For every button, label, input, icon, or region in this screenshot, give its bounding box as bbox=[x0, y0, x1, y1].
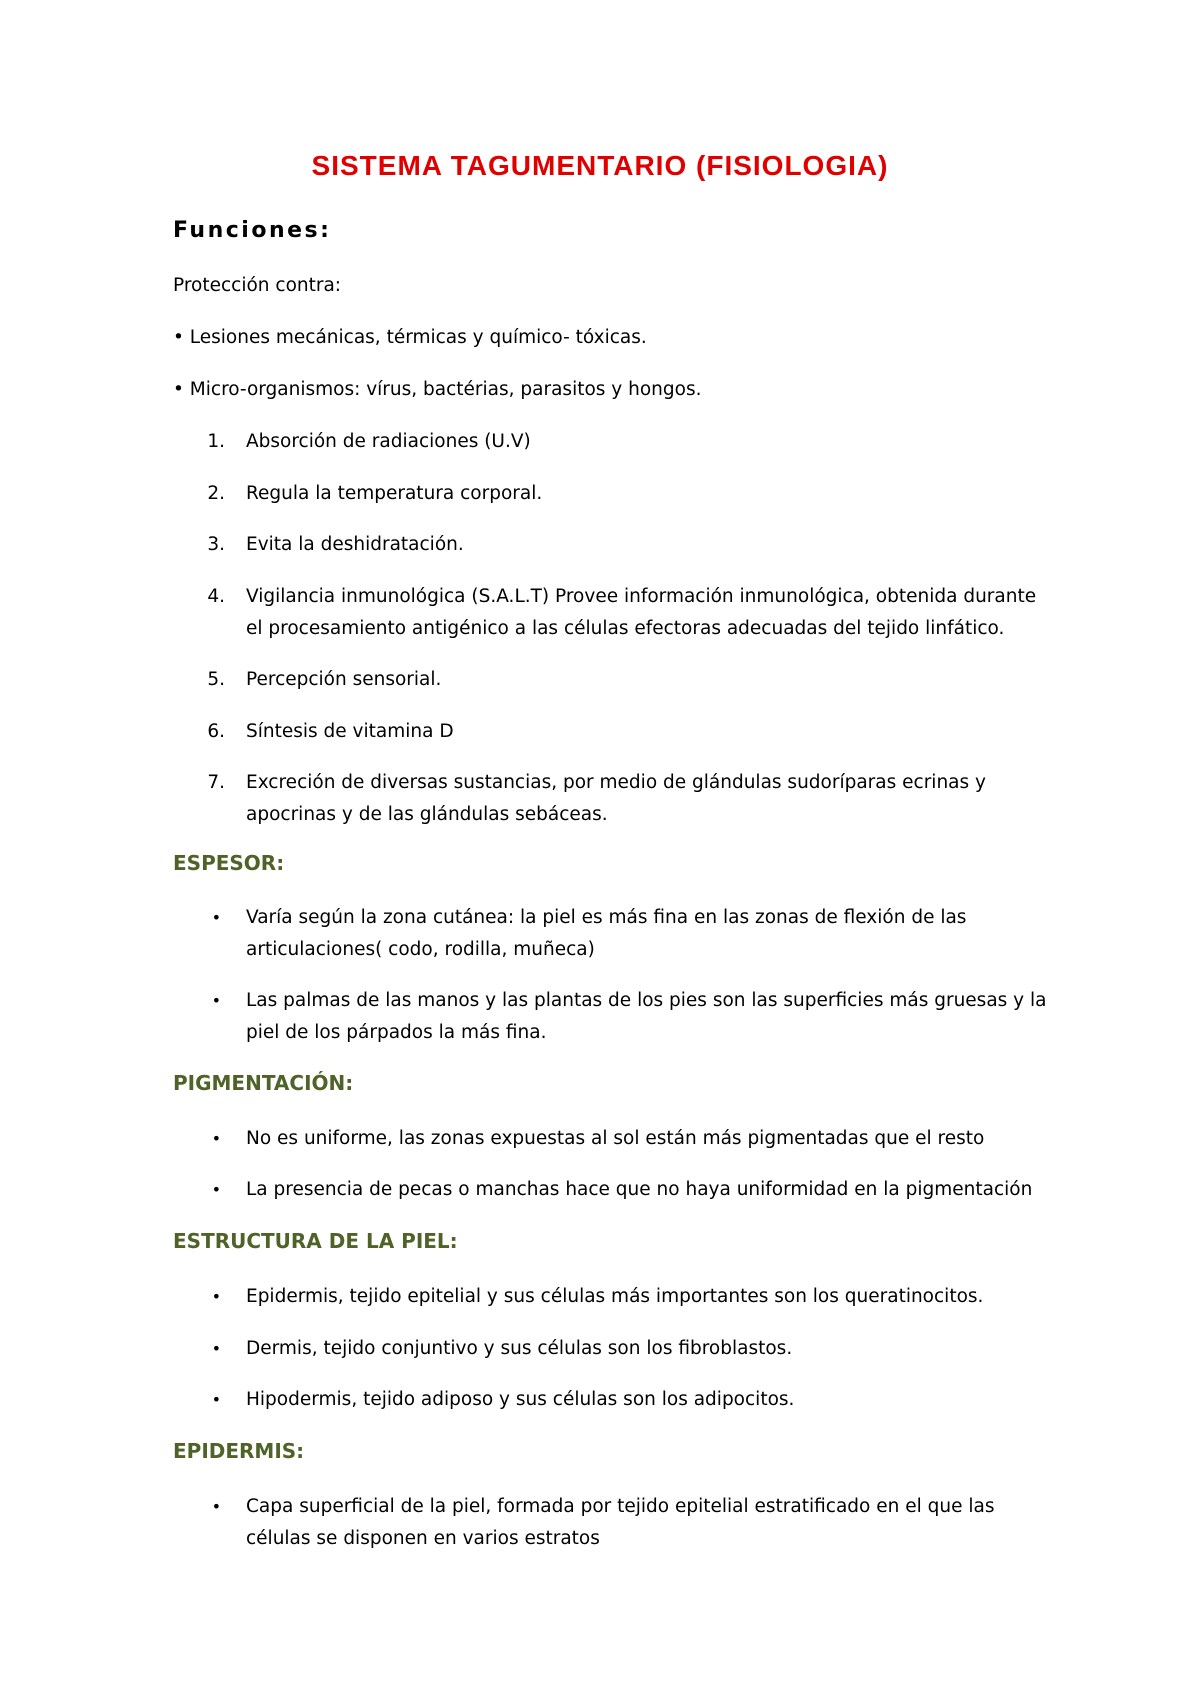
proteccion-item: • Micro-organismos: vírus, bactérias, parasitos y hongos. bbox=[173, 379, 702, 400]
proteccion-item: • Lesiones mecánicas, térmicas y químico- tóxicas. bbox=[173, 327, 647, 348]
item-number: 7. bbox=[207, 772, 225, 793]
proteccion-label: Protección contra: bbox=[173, 275, 342, 296]
bullet-text-line: Capa superficial de la piel, formada por tejido epitelial estratificado en el que las bbox=[246, 1496, 995, 1517]
document-title: SISTEMA TAGUMENTARIO (FISIOLOGIA) bbox=[311, 150, 889, 181]
item-text: Percepción sensorial. bbox=[246, 669, 442, 690]
bullet-text: Dermis, tejido conjuntivo y sus células son los fibroblastos. bbox=[246, 1338, 793, 1359]
item-number: 2. bbox=[207, 483, 225, 504]
section-heading-espesor: ESPESOR: bbox=[173, 851, 285, 875]
item-text: Regula la temperatura corporal. bbox=[246, 483, 543, 504]
bullet-icon: • bbox=[211, 1390, 221, 1409]
bullet-icon: • bbox=[211, 1129, 221, 1148]
bullet-text-line: Varía según la zona cutánea: la piel es más fina en las zonas de flexión de las bbox=[246, 907, 967, 928]
bullet-icon: • bbox=[211, 1497, 221, 1516]
item-number: 1. bbox=[207, 431, 225, 452]
bullet-text-line: piel de los párpados la más fina. bbox=[246, 1022, 547, 1043]
bullet-text: La presencia de pecas o manchas hace que no haya uniformidad en la pigmentación bbox=[246, 1179, 1033, 1200]
bullet-text-line: células se disponen en varios estratos bbox=[246, 1528, 600, 1549]
item-text-line: Vigilancia inmunológica (S.A.L.T) Provee información inmunológica, obtenida durante bbox=[246, 586, 1037, 607]
item-text: Evita la deshidratación. bbox=[246, 534, 464, 555]
bullet-text: No es uniforme, las zonas expuestas al sol están más pigmentadas que el resto bbox=[246, 1128, 985, 1149]
bullet-icon: • bbox=[211, 991, 221, 1010]
section-heading-estructura: ESTRUCTURA DE LA PIEL: bbox=[173, 1229, 458, 1253]
bullet-icon: • bbox=[211, 1287, 221, 1306]
bullet-icon: • bbox=[211, 908, 221, 927]
section-heading-pigmentacion: PIGMENTACIÓN: bbox=[173, 1071, 354, 1095]
bullet-icon: • bbox=[211, 1339, 221, 1358]
item-text: Absorción de radiaciones (U.V) bbox=[246, 431, 531, 452]
item-text-line: el procesamiento antigénico a las células efectoras adecuadas del tejido linfático. bbox=[246, 618, 1005, 639]
bullet-text-line: Las palmas de las manos y las plantas de los pies son las superficies más gruesas y la bbox=[246, 990, 1047, 1011]
item-number: 4. bbox=[207, 586, 225, 607]
item-number: 3. bbox=[207, 534, 225, 555]
item-number: 5. bbox=[207, 669, 225, 690]
item-text-line: apocrinas y de las glándulas sebáceas. bbox=[246, 804, 608, 825]
item-text-line: Excreción de diversas sustancias, por medio de glándulas sudoríparas ecrinas y bbox=[246, 772, 986, 793]
item-number: 6. bbox=[207, 721, 225, 742]
bullet-text: Epidermis, tejido epitelial y sus células más importantes son los queratinocitos. bbox=[246, 1286, 984, 1307]
item-text: Síntesis de vitamina D bbox=[246, 721, 454, 742]
section-heading-epidermis: EPIDERMIS: bbox=[173, 1439, 305, 1463]
bullet-icon: • bbox=[211, 1180, 221, 1199]
bullet-text: Hipodermis, tejido adiposo y sus células son los adipocitos. bbox=[246, 1389, 795, 1410]
funciones-heading: Funciones: bbox=[173, 218, 332, 243]
bullet-text-line: articulaciones( codo, rodilla, muñeca) bbox=[246, 939, 595, 960]
